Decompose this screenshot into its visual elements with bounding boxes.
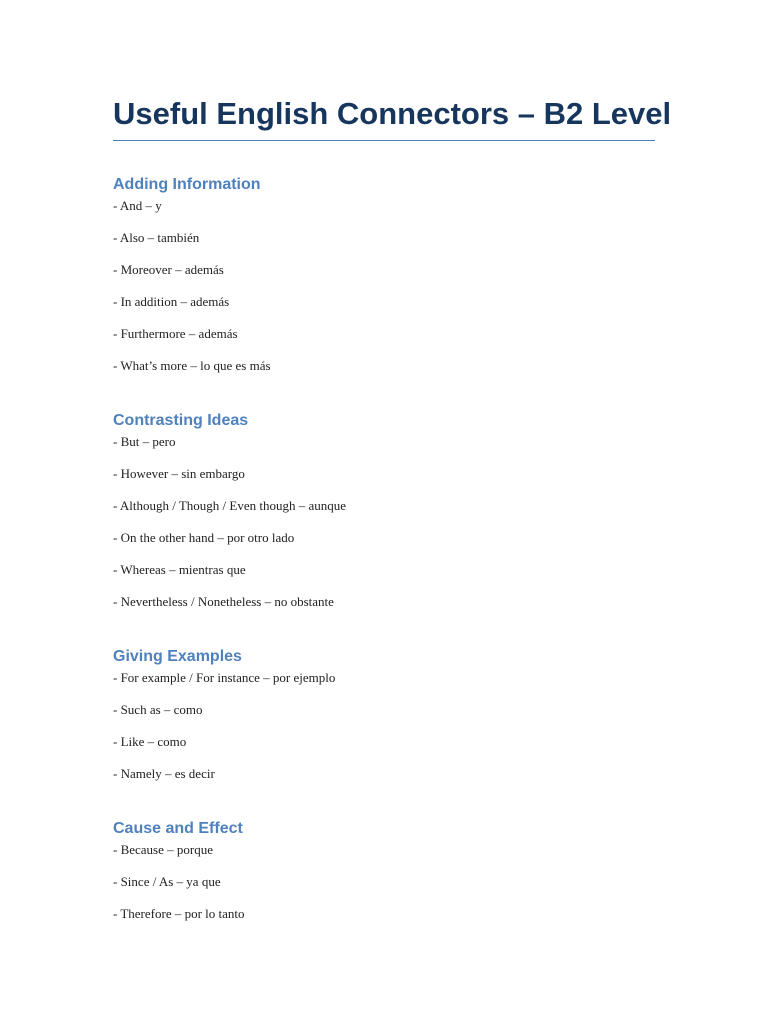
list-item: - Because – porque [113, 842, 213, 857]
list-item: - Moreover – además [113, 262, 224, 277]
list-item: - However – sin embargo [113, 466, 245, 481]
list-item: - Namely – es decir [113, 766, 215, 781]
list-item: - Furthermore – además [113, 326, 238, 341]
list-item: - Such as – como [113, 702, 203, 717]
section-heading: Contrasting Ideas [113, 412, 249, 429]
list-item: - In addition – además [113, 294, 230, 309]
connector-list [113, 434, 655, 610]
connector-list [113, 198, 655, 374]
section-heading: Cause and Effect [113, 820, 243, 837]
list-item: - For example / For instance – por ejemplo [113, 670, 336, 685]
list-item: - Whereas – mientras que [113, 562, 246, 577]
list-item: - And – y [113, 198, 162, 213]
list-item: - Also – también [113, 230, 200, 245]
list-item: - Like – como [113, 734, 187, 749]
section-heading: Adding Information [113, 176, 261, 193]
section-cause-and-effect [113, 819, 655, 922]
list-item: - Although / Though / Even though – aunque [113, 498, 347, 513]
list-item: - Since / As – ya que [113, 874, 221, 889]
document-title: Useful English Connectors – B2 Level [113, 94, 655, 141]
section-heading: Giving Examples [113, 648, 242, 665]
section-contrasting-ideas [113, 411, 655, 610]
connector-list [113, 842, 655, 922]
list-item: - Therefore – por lo tanto [113, 906, 245, 921]
list-item: - On the other hand – por otro lado [113, 530, 295, 545]
list-item: - But – pero [113, 434, 176, 449]
document-page [113, 94, 672, 922]
list-item: - Nevertheless / Nonetheless – no obstante [113, 594, 334, 609]
section-adding-information [113, 175, 655, 374]
section-giving-examples [113, 647, 655, 782]
connector-list [113, 670, 655, 782]
list-item: - What’s more – lo que es más [113, 358, 271, 373]
